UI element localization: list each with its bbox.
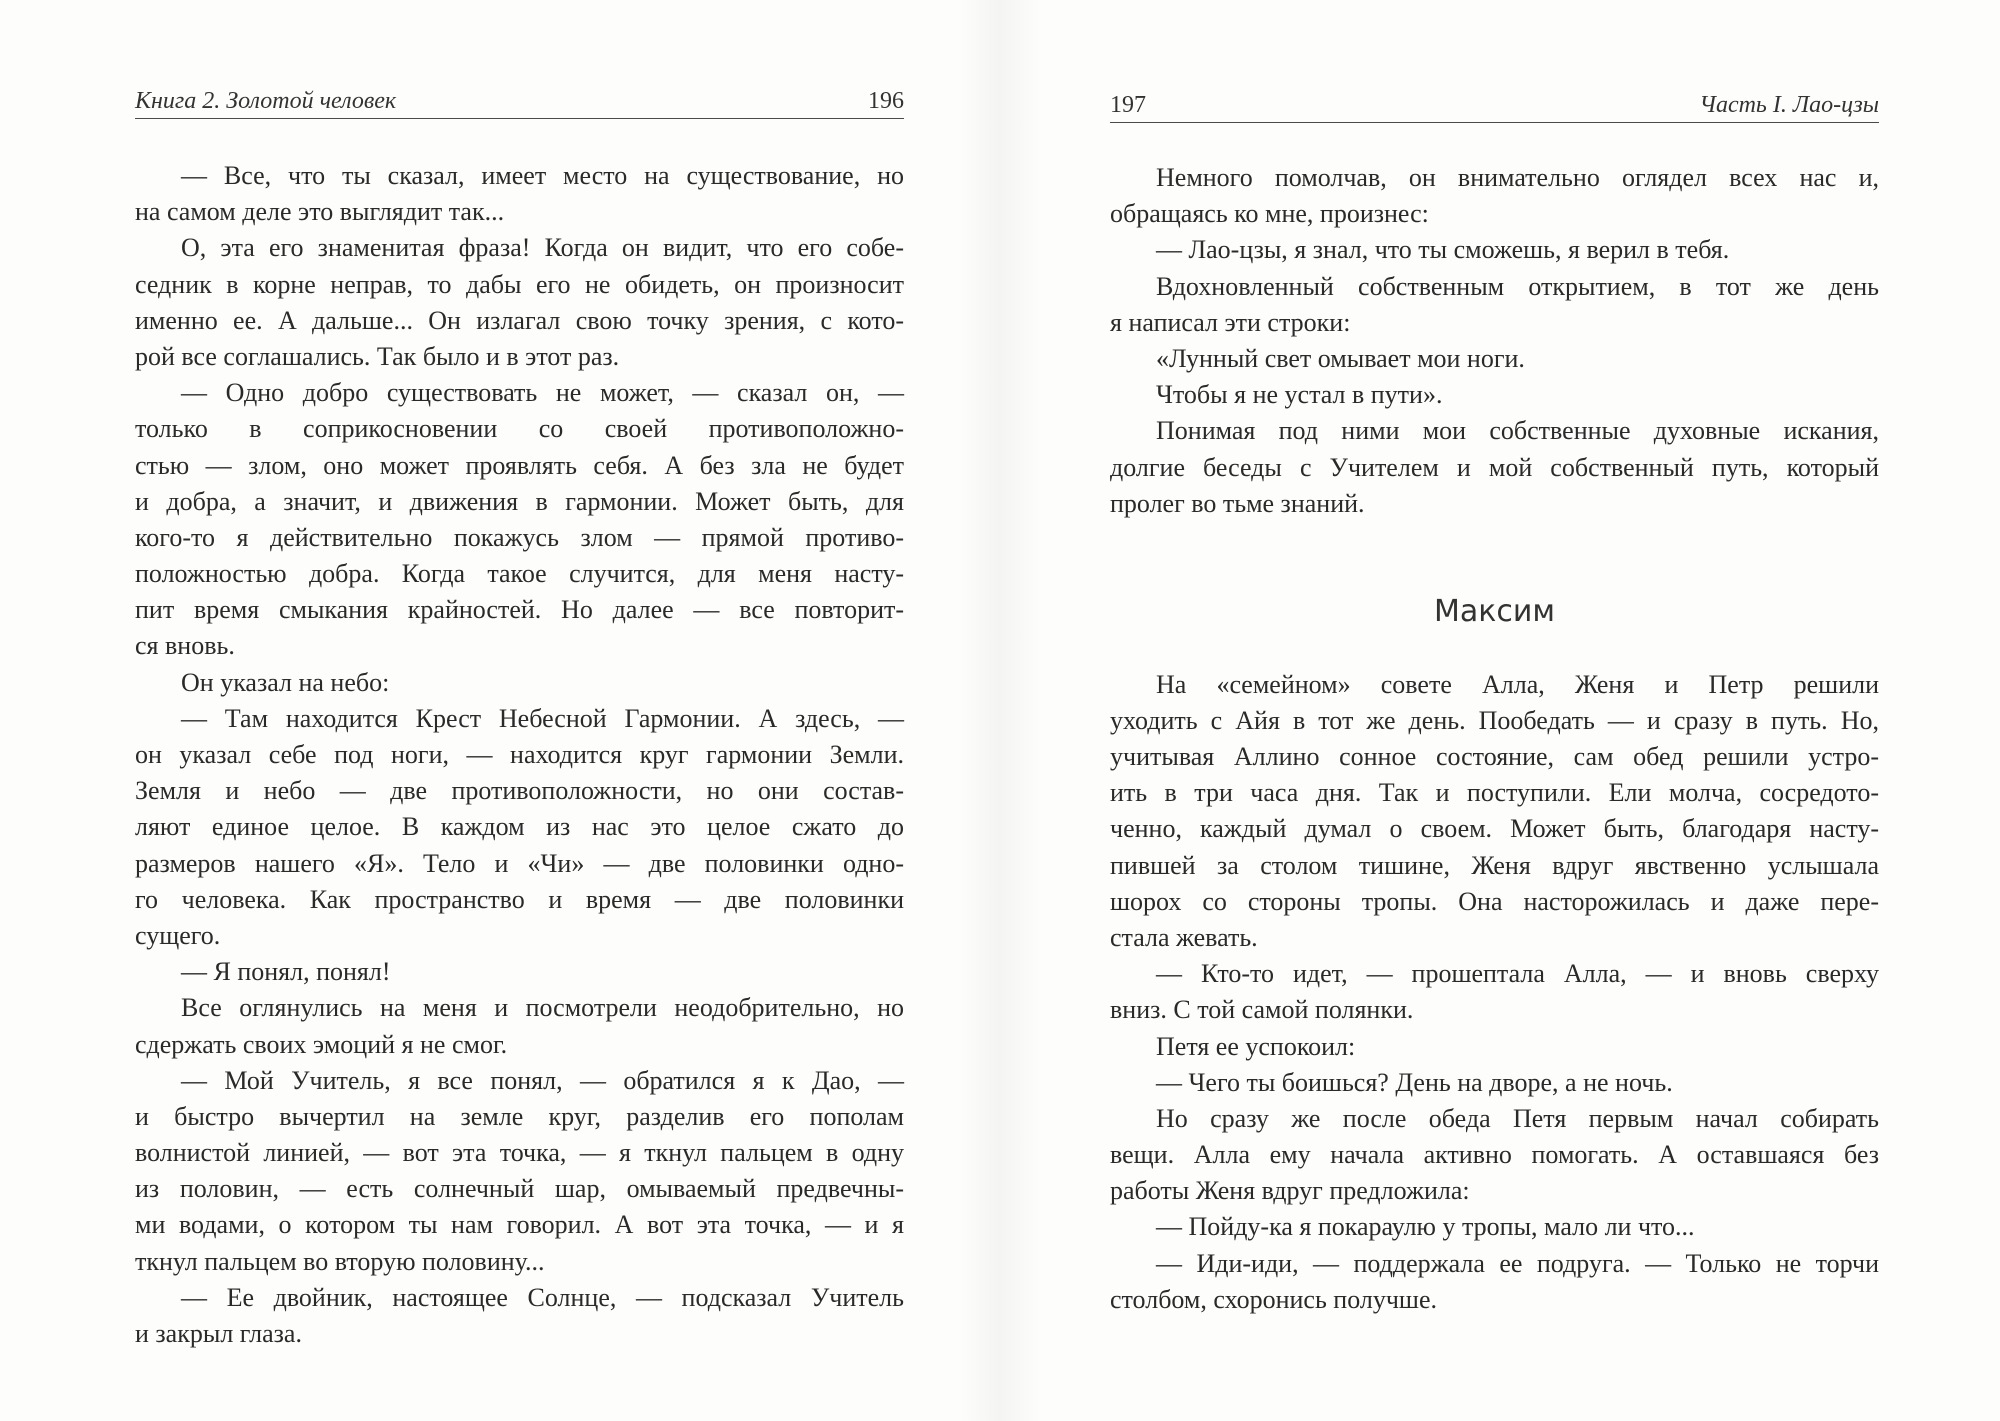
paragraph xyxy=(135,1063,904,1280)
text-line: размеров нашего «Я». Тело и «Чи» — две половинки одно- xyxy=(135,848,904,878)
text-line: из половин, — есть солнечный шар, омываемый предвечны- xyxy=(135,1174,904,1204)
running-header xyxy=(1110,88,1879,123)
text-line: Все оглянулись на меня и посмотрели неодобрительно, но xyxy=(181,993,904,1023)
text-line: ить в три часа дня. Так и поступили. Ели молча, сосредото- xyxy=(1110,778,1879,808)
paragraph xyxy=(135,954,904,990)
text-line: Чтобы я не устал в пути». xyxy=(1156,380,1443,410)
text-line: на самом деле это выглядит так... xyxy=(135,197,505,227)
page-number: 196 xyxy=(868,88,904,114)
text-line: — Кто-то идет, — прошептала Алла, — и вновь сверху xyxy=(1156,959,1879,989)
text-line: — Иди-иди, — поддержала ее подруга. — Только не торчи xyxy=(1156,1248,1879,1278)
page-body xyxy=(1110,160,1879,1318)
left-page xyxy=(135,0,904,1421)
text-line: и закрыл глаза. xyxy=(135,1319,302,1348)
text-line: столбом, схоронись получше. xyxy=(1110,1284,1437,1314)
paragraph xyxy=(135,158,904,230)
paragraph xyxy=(135,665,904,701)
text-line: Петя ее успокоил: xyxy=(1156,1031,1356,1061)
paragraph xyxy=(1110,956,1879,1028)
text-line: — Я понял, понял! xyxy=(181,957,391,987)
text-line: вниз. С той самой полянки. xyxy=(1110,995,1414,1025)
text-line: Земля и небо — две противоположности, но они состав- xyxy=(135,776,904,806)
text-line: ченно, каждый думал о своем. Может быть, благодаря насту- xyxy=(1110,814,1879,844)
text-line: уходить с Айя в тот же день. Пообедать — и сразу в путь. Но, xyxy=(1110,705,1879,735)
text-line: и добра, а значит, и движения в гармонии. Может быть, для xyxy=(135,486,904,516)
paragraph xyxy=(1110,1029,1879,1065)
text-line: кого-то я действительно покажусь злом — прямой противо- xyxy=(135,522,904,552)
text-line: обращаясь ко мне, произнес: xyxy=(1110,199,1429,229)
paragraph xyxy=(1110,1101,1879,1210)
paragraph xyxy=(1110,667,1879,957)
paragraph xyxy=(135,230,904,375)
text-line: — Чего ты боишься? День на дворе, а не ночь. xyxy=(1156,1067,1673,1097)
text-line: — Одно добро существовать не может, — сказал он, — xyxy=(181,378,904,408)
paragraph xyxy=(1110,269,1879,341)
text-line: пролег во тьме знаний. xyxy=(1110,488,1365,518)
text-line: долгие беседы с Учителем и мой собственный путь, который xyxy=(1110,452,1879,482)
text-block xyxy=(1110,667,1879,1318)
text-line: сдержать своих эмоций я не смог. xyxy=(135,1029,508,1059)
text-line: ткнул пальцем во вторую половину... xyxy=(135,1246,545,1276)
text-line: О, эта его знаменитая фраза! Когда он видит, что его собе- xyxy=(181,233,904,263)
paragraph xyxy=(135,375,904,665)
text-line: Понимая под ними мои собственные духовные искания, xyxy=(1156,416,1879,446)
text-line: — Мой Учитель, я все понял, — обратился я к Дао, — xyxy=(181,1065,904,1095)
text-line: пит время смыкания крайностей. Но далее — все повторит- xyxy=(135,595,904,625)
text-line: — Там находится Крест Небесной Гармонии. А здесь, — xyxy=(181,703,904,733)
text-line: и быстро вычертил на земле круг, разделив его пополам xyxy=(135,1101,904,1131)
page-body xyxy=(135,158,904,1352)
text-line: только в соприкосновении со своей противоположно- xyxy=(135,414,904,444)
text-line: ляют единое целое. В каждом из нас это целое сжато до xyxy=(135,812,904,842)
text-line: именно ее. А дальше... Он излагал свою точку зрения, с кото- xyxy=(135,305,904,335)
paragraph xyxy=(1110,160,1879,232)
paragraph xyxy=(1110,1246,1879,1318)
text-line: Вдохновленный собственным открытием, в тот же день xyxy=(1156,271,1879,301)
running-title: Книга 2. Золотой человек xyxy=(135,88,397,114)
text-line: волнистой линией, — вот эта точка, — я ткнул пальцем в одну xyxy=(135,1138,904,1168)
section-heading: Максим xyxy=(1433,594,1555,630)
page-number: 197 xyxy=(1110,92,1146,118)
text-line: я написал эти строки: xyxy=(1110,307,1351,337)
paragraph xyxy=(1110,1065,1879,1101)
text-line: стала жевать. xyxy=(1110,922,1258,952)
text-line: шорох со стороны тропы. Она насторожилась и даже пере- xyxy=(1110,886,1879,916)
gutter-shadow xyxy=(960,0,1040,1421)
text-line: он указал себе под ноги, — находится круг гармонии Земли. xyxy=(135,740,904,769)
running-header xyxy=(135,84,904,119)
text-line: На «семейном» совете Алла, Женя и Петр решили xyxy=(1156,669,1879,699)
paragraph xyxy=(1110,1209,1879,1245)
paragraph xyxy=(135,701,904,954)
text-line: «Лунный свет омывает мои ноги. xyxy=(1156,343,1525,373)
text-line: положностью добра. Когда такое случится, для меня насту- xyxy=(135,559,904,589)
text-line: седник в корне неправ, то дабы его не обидеть, он произносит xyxy=(135,269,904,299)
text-line: — Пойду-ка я покараулю у тропы, мало ли что... xyxy=(1156,1212,1695,1242)
paragraph xyxy=(1110,341,1879,377)
text-line: стью — злом, оно может проявлять себя. А без зла не будет xyxy=(135,450,904,480)
text-line: рой все соглашались. Так было и в этот раз. xyxy=(135,341,620,371)
right-page xyxy=(1110,0,1879,1421)
paragraph xyxy=(1110,232,1879,268)
text-line: Но сразу же после обеда Петя первым начал собирать xyxy=(1156,1103,1879,1133)
text-line: Немного помолчав, он внимательно оглядел всех нас и, xyxy=(1156,163,1879,192)
paragraph xyxy=(1110,377,1879,413)
paragraph xyxy=(135,1280,904,1352)
paragraph xyxy=(135,990,904,1062)
text-line: сущего. xyxy=(135,920,221,950)
text-line: ми водами, о котором ты нам говорил. А вот эта точка, — и я xyxy=(135,1210,904,1240)
running-title: Часть I. Лао-цзы xyxy=(1699,92,1879,118)
paragraph xyxy=(1110,413,1879,522)
text-block xyxy=(1110,160,1879,522)
text-line: — Лао-цзы, я знал, что ты сможешь, я верил в тебя. xyxy=(1156,235,1730,265)
text-line: ся вновь. xyxy=(135,631,235,661)
text-line: го человека. Как пространство и время — две половинки xyxy=(135,884,904,914)
text-line: — Ее двойник, настоящее Солнце, — подсказал Учитель xyxy=(181,1282,904,1312)
text-line: — Все, что ты сказал, имеет место на существование, но xyxy=(181,161,904,190)
text-line: учитывая Аллино сонное состояние, сам обед решили устро- xyxy=(1110,742,1879,772)
text-line: работы Женя вдруг предложила: xyxy=(1110,1176,1470,1206)
text-line: вещи. Алла ему начала активно помогать. А оставшаяся без xyxy=(1110,1140,1879,1170)
text-line: пившей за столом тишине, Женя вдруг явственно услышала xyxy=(1110,850,1879,880)
text-line: Он указал на небо: xyxy=(181,667,390,697)
